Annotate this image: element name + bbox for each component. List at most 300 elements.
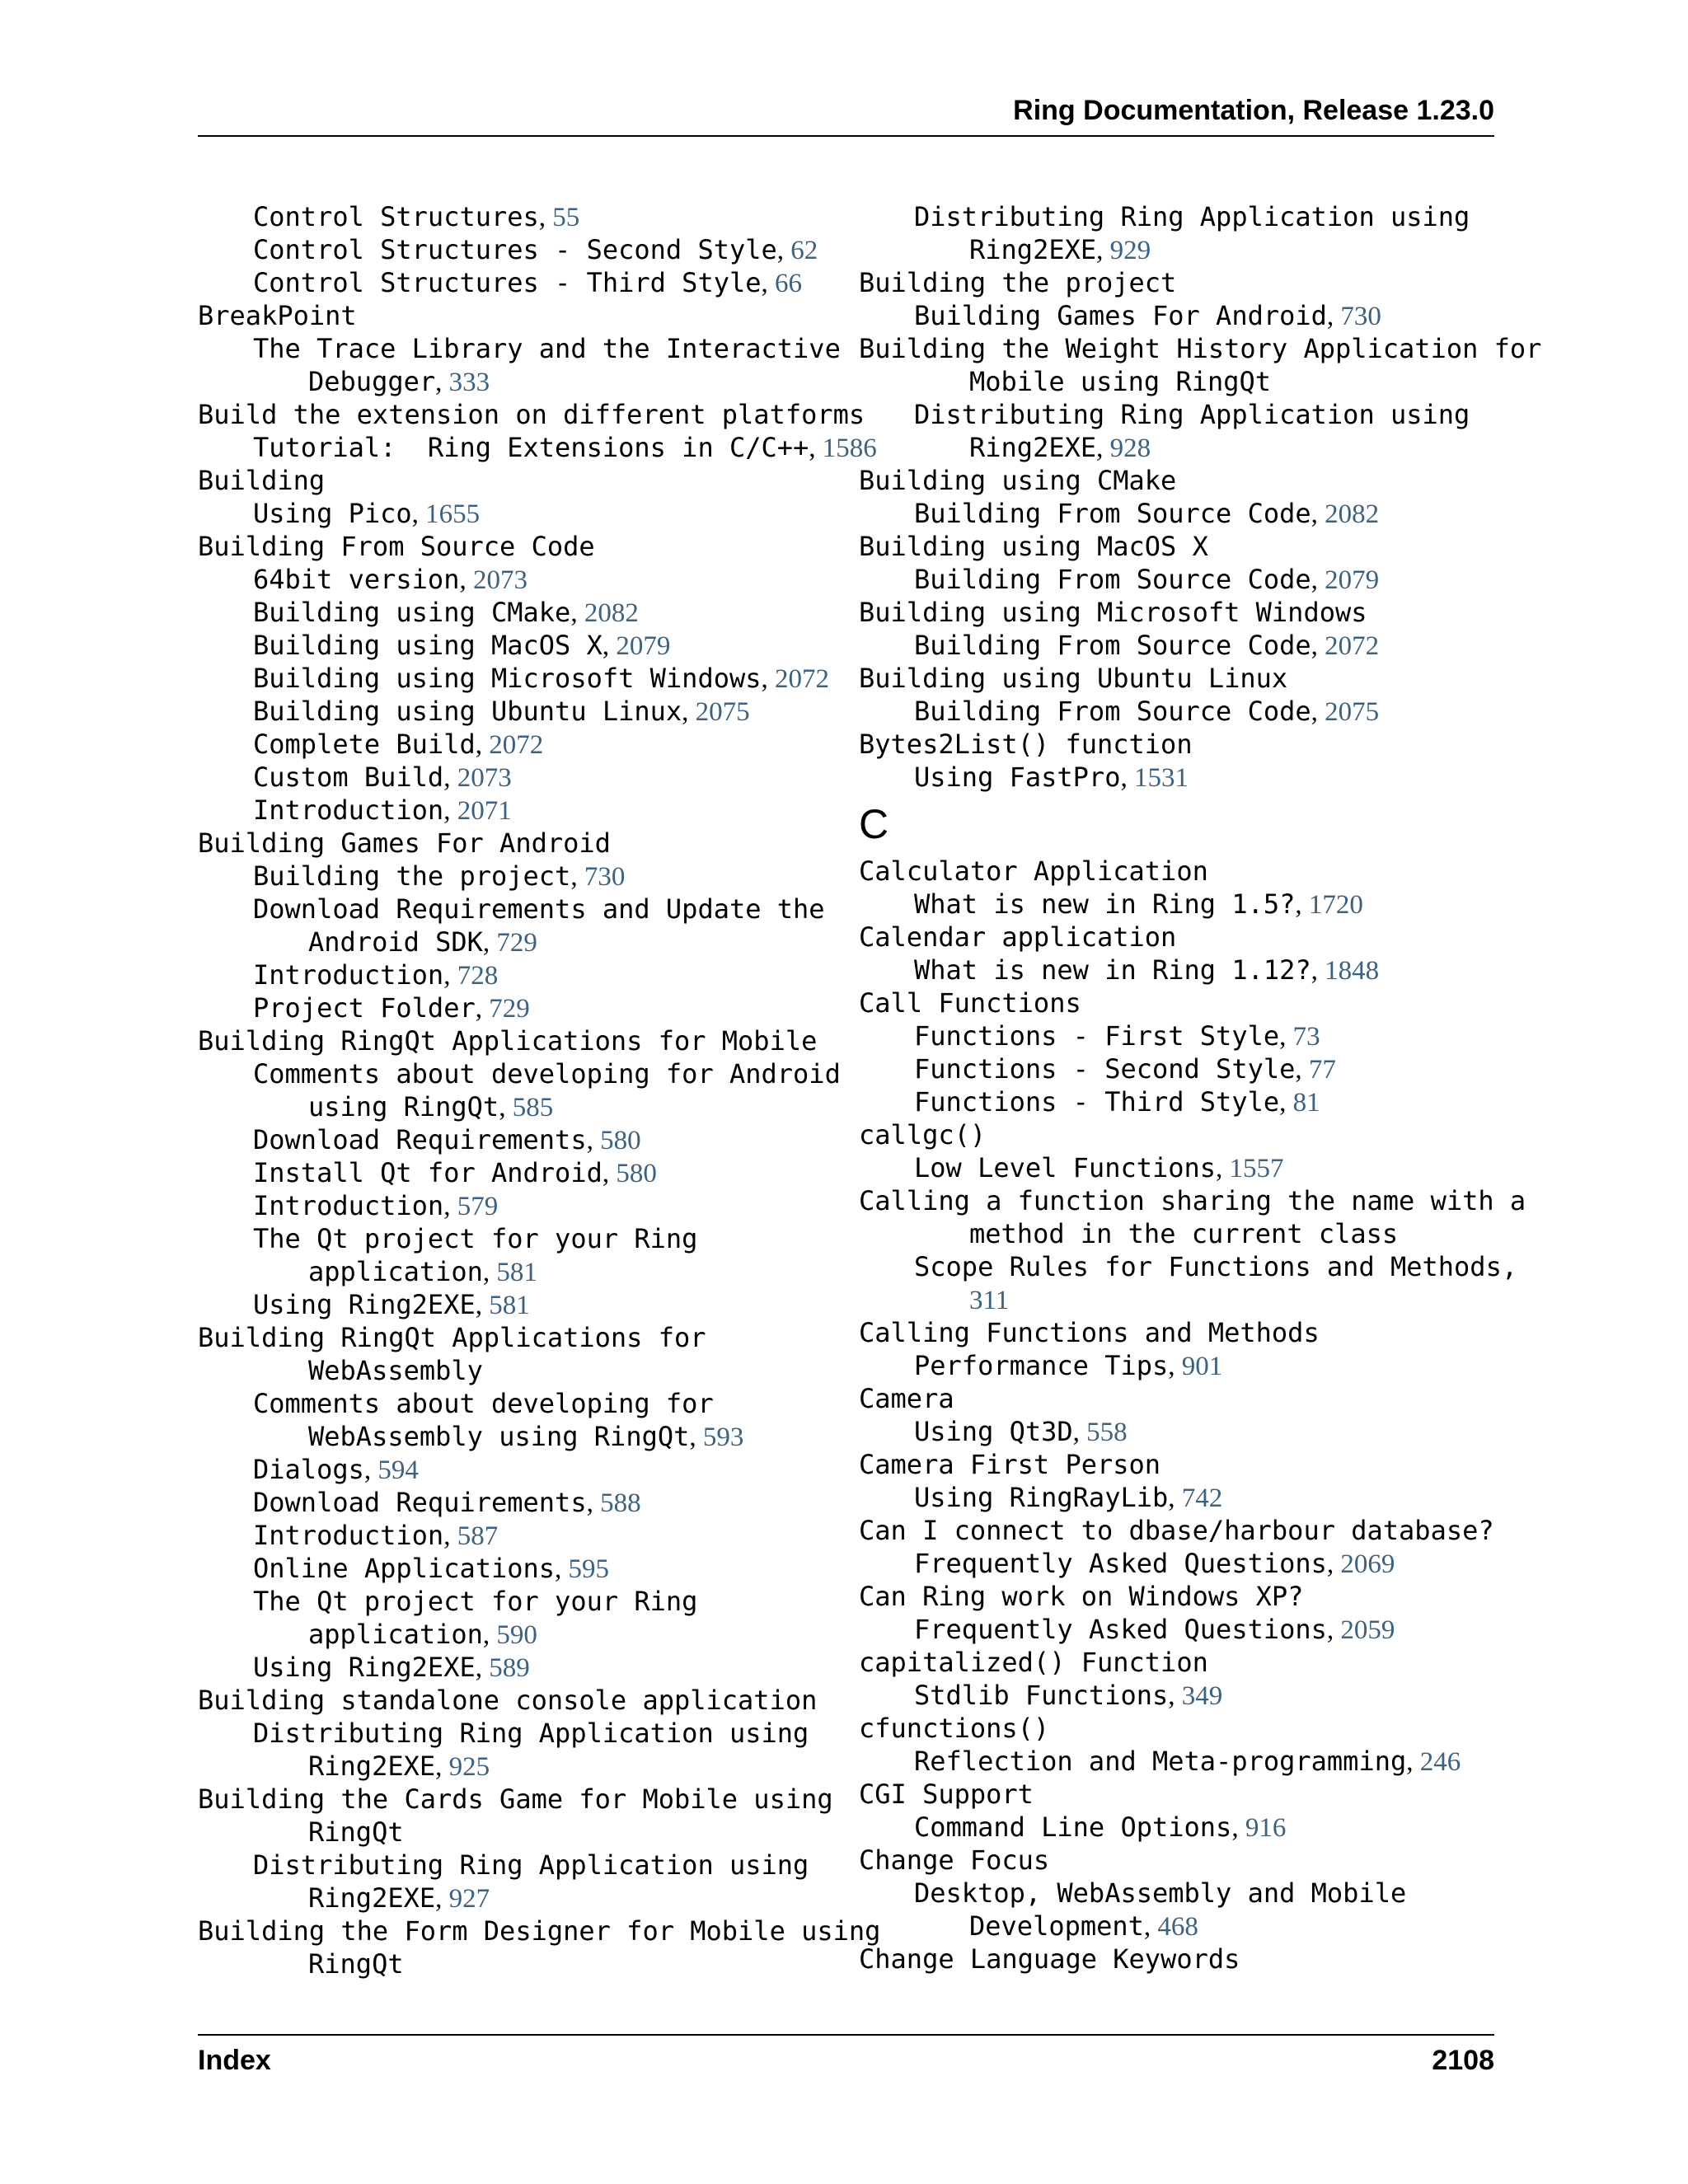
- entry-separator: ,: [1120, 763, 1134, 793]
- page-link[interactable]: 2073: [457, 763, 512, 793]
- index-subentry: [859, 233, 1502, 266]
- entry-separator: ,: [570, 862, 584, 892]
- entry-separator: ,: [475, 1291, 490, 1320]
- index-term: [198, 1321, 841, 1354]
- index-subentry: [859, 1877, 1502, 1910]
- footer-page-number: 2108: [1432, 2045, 1494, 2076]
- entry-separator: ,: [689, 1422, 703, 1452]
- index-term: [859, 855, 1502, 888]
- entry-text: Using Pico: [253, 498, 412, 529]
- index-subentry: [859, 1151, 1502, 1184]
- index-subentry: [198, 629, 841, 662]
- entry-text: RingQt: [308, 1948, 404, 1980]
- entry-text: Using Ring2EXE: [253, 1289, 476, 1320]
- index-term: [859, 987, 1502, 1019]
- page-link[interactable]: 929: [1109, 236, 1151, 265]
- index-subentry: [859, 1811, 1502, 1844]
- index-subentry: [198, 1288, 841, 1321]
- entry-text: BreakPoint: [198, 300, 357, 331]
- entry-text: CGI Support: [859, 1779, 1034, 1810]
- index-term: [859, 266, 1502, 299]
- page-link[interactable]: 55: [552, 203, 580, 232]
- entry-text: Building From Source Code: [914, 630, 1311, 661]
- index-subentry: [859, 497, 1502, 530]
- entry-text: Building using MacOS X: [859, 531, 1208, 562]
- index-subentry: [198, 728, 841, 761]
- index-subentry: [198, 431, 877, 464]
- entry-text: Stdlib Functions: [914, 1680, 1169, 1711]
- entry-separator: ,: [1143, 1912, 1158, 1942]
- entry-separator: ,: [1096, 434, 1110, 463]
- entry-text: Desktop, WebAssembly and Mobile: [914, 1877, 1407, 1909]
- page-link[interactable]: 2082: [584, 598, 639, 628]
- page-link[interactable]: 1655: [425, 499, 481, 529]
- page-link[interactable]: 2082: [1325, 499, 1380, 529]
- entry-text: Introduction: [253, 959, 444, 991]
- entry-text: Comments about developing for: [253, 1388, 714, 1419]
- entry-separator: ,: [602, 1159, 617, 1188]
- entry-separator: ,: [1311, 956, 1325, 986]
- entry-text: Control Structures: [253, 201, 539, 232]
- index-subentry: [198, 200, 841, 233]
- page-link[interactable]: 593: [702, 1422, 744, 1452]
- page-link[interactable]: 2073: [472, 565, 528, 595]
- page-link[interactable]: 928: [1109, 434, 1151, 463]
- page-link[interactable]: 1848: [1325, 956, 1380, 986]
- entry-text: application: [308, 1619, 483, 1650]
- index-subentry: [198, 662, 841, 695]
- entry-text: Frequently Asked Questions: [914, 1614, 1327, 1645]
- entry-separator: ,: [809, 434, 823, 463]
- entry-text: Download Requirements and Update the: [253, 893, 825, 925]
- index-subentry: [859, 1910, 1502, 1943]
- page-link[interactable]: 349: [1181, 1681, 1223, 1711]
- index-term: [198, 464, 841, 497]
- entry-text: Building RingQt Applications for Mobile: [198, 1025, 818, 1057]
- index-subentry: [859, 1085, 1502, 1118]
- index-subentry: [859, 563, 1502, 596]
- page-link[interactable]: 246: [1419, 1747, 1461, 1777]
- entry-text: Call Functions: [859, 987, 1081, 1019]
- index-subentry: [198, 1453, 841, 1486]
- entry-text: Performance Tips: [914, 1350, 1169, 1381]
- entry-separator: ,: [1168, 1352, 1182, 1381]
- entry-text: Download Requirements: [253, 1124, 587, 1155]
- index-subentry: [198, 893, 841, 926]
- page-link[interactable]: 2075: [1325, 697, 1380, 727]
- page-link[interactable]: 901: [1181, 1352, 1223, 1381]
- index-subentry: [198, 1651, 841, 1684]
- entry-text: Building using MacOS X: [253, 630, 603, 661]
- entry-text: Introduction: [253, 794, 444, 826]
- entry-text: Mobile using RingQt: [969, 366, 1272, 397]
- index-subentry: [198, 1750, 841, 1783]
- entry-separator: ,: [435, 1752, 449, 1782]
- entry-text: Tutorial: Ring Extensions in C/C++: [253, 432, 809, 463]
- entry-separator: ,: [555, 1554, 569, 1584]
- page-link[interactable]: 580: [616, 1159, 657, 1188]
- index-term: [859, 1580, 1502, 1613]
- entry-separator: ,: [435, 368, 449, 397]
- entry-text: WebAssembly: [308, 1355, 483, 1386]
- entry-text: Calling a function sharing the name with a: [859, 1185, 1526, 1216]
- index-term: [198, 1783, 841, 1816]
- index-term: [859, 1448, 1502, 1481]
- entry-text: Distributing Ring Application using: [914, 399, 1470, 430]
- entry-text: Development: [969, 1910, 1144, 1942]
- entry-text: Building standalone console application: [198, 1685, 818, 1716]
- entry-text: Building From Source Code: [914, 564, 1311, 595]
- page-link[interactable]: 595: [568, 1554, 610, 1584]
- entry-text: Control Structures - Second Style: [253, 234, 777, 265]
- index-subentry: [198, 860, 841, 893]
- index-subentry: [859, 1349, 1502, 1382]
- page-link[interactable]: 77: [1308, 1055, 1336, 1085]
- entry-text: Building From Source Code: [914, 498, 1311, 529]
- index-term: [859, 596, 1502, 629]
- entry-separator: ,: [586, 1126, 601, 1155]
- entry-text: Complete Build: [253, 729, 476, 760]
- entry-separator: ,: [443, 1192, 457, 1221]
- entry-separator: ,: [443, 961, 457, 991]
- page-link[interactable]: 81: [1292, 1088, 1320, 1118]
- footer-section: Index: [198, 2045, 271, 2076]
- page-link[interactable]: 333: [448, 368, 490, 397]
- entry-separator: ,: [1406, 1747, 1420, 1777]
- entry-text: Reflection and Meta-programming: [914, 1746, 1407, 1777]
- entry-text: Building the Cards Game for Mobile using: [198, 1783, 833, 1815]
- entry-separator: ,: [443, 796, 457, 826]
- entry-separator: ,: [411, 499, 426, 529]
- index-term: [198, 827, 841, 860]
- page-link[interactable]: 2072: [489, 730, 544, 760]
- entry-text: Change Language Keywords: [859, 1943, 1240, 1975]
- entry-separator: ,: [1279, 1088, 1293, 1118]
- entry-text: Install Qt for Android: [253, 1157, 603, 1188]
- entry-text: Camera First Person: [859, 1449, 1161, 1480]
- page-link[interactable]: 2071: [457, 796, 512, 826]
- document-title: Ring Documentation, Release 1.23.0: [1013, 95, 1494, 126]
- entry-text: method in the current class: [969, 1218, 1399, 1249]
- page-link[interactable]: 73: [1292, 1022, 1320, 1052]
- entry-text: cfunctions(): [859, 1713, 1050, 1744]
- entry-text: Building Games For Android: [198, 827, 611, 859]
- index-subentry: [198, 1222, 841, 1255]
- entry-text: Building: [198, 465, 326, 496]
- index-subentry: [198, 794, 841, 827]
- entry-text: Bytes2List() function: [859, 729, 1193, 760]
- index-subentry: [198, 266, 841, 299]
- index-term: [859, 1382, 1502, 1415]
- page-link[interactable]: 66: [775, 269, 802, 298]
- entry-text: Building Games For Android: [914, 300, 1327, 331]
- index-subentry: [198, 1387, 841, 1420]
- entry-text: Camera: [859, 1383, 954, 1414]
- page-link[interactable]: 1531: [1133, 763, 1189, 793]
- index-term: [859, 1514, 1502, 1547]
- entry-text: Project Folder: [253, 992, 476, 1024]
- entry-text: Scope Rules for Functions and Methods,: [914, 1251, 1518, 1282]
- page-link[interactable]: 588: [600, 1488, 641, 1518]
- entry-text: Ring2EXE: [969, 432, 1097, 463]
- entry-text: Dialogs: [253, 1454, 364, 1485]
- entry-text: Distributing Ring Application using: [253, 1849, 809, 1881]
- page-link[interactable]: 581: [496, 1258, 537, 1287]
- entry-separator: ,: [1072, 1418, 1087, 1447]
- entry-separator: ,: [482, 1620, 497, 1650]
- index-term: [198, 530, 841, 563]
- entry-text: Functions - Second Style: [914, 1053, 1296, 1085]
- index-subentry: [859, 299, 1502, 332]
- index-term: [859, 1118, 1502, 1151]
- entry-text: Build the extension on different platforms: [198, 399, 865, 430]
- page-link[interactable]: 916: [1245, 1813, 1287, 1843]
- index-term: [859, 1316, 1502, 1349]
- index-subentry: [198, 761, 841, 794]
- entry-separator: ,: [776, 236, 791, 265]
- index-subentry: [859, 1052, 1502, 1085]
- index-subentry: [859, 888, 1502, 921]
- page-link[interactable]: 585: [512, 1093, 554, 1122]
- index-subentry: [859, 200, 1502, 233]
- entry-text: Building using Ubuntu Linux: [253, 696, 682, 727]
- entry-text: Ring2EXE: [308, 1882, 436, 1914]
- entry-separator: ,: [475, 994, 490, 1024]
- index-subentry: [198, 1519, 841, 1552]
- index-term: [198, 398, 865, 431]
- index-subentry: [198, 233, 841, 266]
- index-subentry: [859, 954, 1502, 987]
- page-link[interactable]: 62: [790, 236, 818, 265]
- index-subentry: [198, 1849, 841, 1882]
- entry-text: Ring2EXE: [969, 234, 1097, 265]
- entry-separator: ,: [1326, 302, 1341, 331]
- entry-text: Low Level Functions: [914, 1152, 1217, 1183]
- index-subentry: [859, 629, 1502, 662]
- entry-text: Building using Ubuntu Linux: [859, 663, 1288, 694]
- entry-text: Introduction: [253, 1520, 444, 1551]
- entry-separator: ,: [482, 928, 497, 958]
- entry-text: Calling Functions and Methods: [859, 1317, 1320, 1348]
- index-letter-heading: C: [859, 801, 889, 847]
- page-link[interactable]: 728: [457, 961, 499, 991]
- page-link[interactable]: 468: [1157, 1912, 1198, 1942]
- index-subentry: [859, 761, 1502, 794]
- page-link[interactable]: 594: [377, 1455, 419, 1485]
- entry-separator: ,: [1311, 499, 1325, 529]
- index-term: [859, 728, 1502, 761]
- index-subentry: [859, 1613, 1502, 1646]
- index-subentry: [198, 1618, 841, 1651]
- entry-text: capitalized() Function: [859, 1647, 1208, 1678]
- entry-separator: ,: [586, 1488, 601, 1518]
- index-subentry: [198, 596, 841, 629]
- index-term: [859, 1712, 1502, 1745]
- entry-text: Can Ring work on Windows XP?: [859, 1581, 1304, 1612]
- entry-separator: ,: [538, 203, 553, 232]
- index-subentry: [198, 1947, 841, 1980]
- index-term: [859, 1646, 1502, 1679]
- entry-separator: ,: [1311, 631, 1325, 661]
- entry-text: Building using Microsoft Windows: [253, 663, 762, 694]
- entry-text: What is new in Ring 1.12?: [914, 954, 1311, 986]
- entry-separator: ,: [459, 565, 473, 595]
- entry-separator: ,: [363, 1455, 378, 1485]
- index-subentry: [859, 1679, 1502, 1712]
- entry-text: Control Structures - Third Style: [253, 267, 762, 298]
- entry-text: The Qt project for your Ring: [253, 1223, 698, 1254]
- page-link[interactable]: 729: [489, 994, 530, 1024]
- entry-text: Building the Form Designer for Mobile using: [198, 1915, 881, 1947]
- index-subentry: [859, 1481, 1502, 1514]
- page-link[interactable]: 2072: [1325, 631, 1380, 661]
- entry-separator: ,: [499, 1093, 513, 1122]
- index-subentry: [859, 1415, 1502, 1448]
- page-link[interactable]: 579: [457, 1192, 499, 1221]
- index-subentry: [859, 1283, 1502, 1316]
- entry-text: Calculator Application: [859, 855, 1208, 887]
- page-link[interactable]: 2079: [1325, 565, 1380, 595]
- entry-text: Building the Weight History Application for: [859, 333, 1542, 364]
- entry-separator: ,: [443, 763, 457, 793]
- entry-text: Building using CMake: [859, 465, 1177, 496]
- entry-text: Using Qt3D: [914, 1416, 1073, 1447]
- entry-text: Building using Microsoft Windows: [859, 597, 1367, 628]
- index-subentry: [198, 332, 841, 365]
- index-subentry: [859, 1250, 1518, 1283]
- entry-text: RingQt: [308, 1816, 404, 1848]
- entry-text: Download Requirements: [253, 1487, 587, 1518]
- index-subentry: [859, 695, 1502, 728]
- entry-text: What is new in Ring 1.5?: [914, 888, 1296, 920]
- index-column-right: [859, 200, 1542, 1975]
- index-term: [859, 662, 1502, 695]
- entry-text: Android SDK: [308, 926, 483, 958]
- index-subentry: [198, 958, 841, 991]
- index-subentry: [859, 365, 1502, 398]
- entry-separator: ,: [570, 598, 584, 628]
- index-term: [859, 1943, 1502, 1975]
- entry-separator: ,: [1326, 1549, 1341, 1579]
- entry-text: The Trace Library and the Interactive: [253, 333, 841, 364]
- entry-separator: ,: [1326, 1615, 1341, 1645]
- page-link[interactable]: 587: [457, 1521, 499, 1551]
- entry-text: Using Ring2EXE: [253, 1652, 476, 1683]
- index-term: [198, 299, 841, 332]
- entry-text: Building From Source Code: [914, 696, 1311, 727]
- entry-separator: ,: [1231, 1813, 1245, 1843]
- index-subentry: [198, 563, 841, 596]
- page-link[interactable]: 729: [496, 928, 537, 958]
- index-term: [859, 1778, 1502, 1811]
- page-link[interactable]: 2069: [1340, 1549, 1395, 1579]
- index-column-left: [198, 200, 881, 1980]
- page-link[interactable]: 558: [1086, 1418, 1128, 1447]
- entry-text: Functions - First Style: [914, 1020, 1280, 1052]
- entry-separator: ,: [1295, 1055, 1309, 1085]
- entry-text: Distributing Ring Application using: [914, 201, 1470, 232]
- entry-text: WebAssembly using RingQt: [308, 1421, 690, 1452]
- index-subentry: [198, 1156, 841, 1189]
- page-link[interactable]: 925: [448, 1752, 490, 1782]
- entry-separator: ,: [443, 1521, 457, 1551]
- page-link[interactable]: 2075: [695, 697, 750, 727]
- index-subentry: [198, 1189, 841, 1222]
- page-link[interactable]: 580: [600, 1126, 641, 1155]
- page-link[interactable]: 589: [489, 1653, 530, 1683]
- page-link[interactable]: 742: [1181, 1483, 1223, 1513]
- entry-text: 64bit version: [253, 564, 460, 595]
- page-link[interactable]: 590: [496, 1620, 537, 1650]
- index-subentry: [859, 1745, 1502, 1778]
- page-link[interactable]: 2059: [1340, 1615, 1395, 1645]
- entry-text: Functions - Third Style: [914, 1086, 1280, 1118]
- page-link[interactable]: 1720: [1308, 890, 1363, 920]
- page-link[interactable]: 311: [969, 1286, 1010, 1315]
- entry-text: Change Focus: [859, 1844, 1050, 1876]
- index-term: [859, 530, 1502, 563]
- entry-text: Introduction: [253, 1190, 444, 1221]
- page-link[interactable]: 2079: [616, 631, 671, 661]
- entry-text: Online Applications: [253, 1553, 556, 1584]
- page-link[interactable]: 730: [1340, 302, 1381, 331]
- entry-separator: ,: [1168, 1483, 1182, 1513]
- entry-separator: ,: [1311, 565, 1325, 595]
- entry-separator: ,: [602, 631, 617, 661]
- entry-text: Building the project: [859, 267, 1177, 298]
- index-subentry: [198, 1882, 841, 1915]
- index-subentry: [198, 1090, 841, 1123]
- index-subentry: [198, 926, 841, 958]
- entry-separator: ,: [1311, 697, 1325, 727]
- entry-text: Frequently Asked Questions: [914, 1548, 1327, 1579]
- entry-text: Using RingRayLib: [914, 1482, 1169, 1513]
- page-link[interactable]: 581: [489, 1291, 530, 1320]
- entry-separator: ,: [1295, 890, 1309, 920]
- index-subentry: [859, 431, 1502, 464]
- index-subentry: [198, 497, 841, 530]
- entry-separator: ,: [1168, 1681, 1182, 1711]
- index-term: [859, 1184, 1526, 1217]
- entry-separator: ,: [435, 1884, 449, 1914]
- page-link[interactable]: 1557: [1229, 1154, 1284, 1183]
- entry-text: Comments about developing for Android: [253, 1058, 841, 1090]
- entry-text: Building using CMake: [253, 597, 571, 628]
- index-subentry: [198, 365, 841, 398]
- entry-separator: ,: [475, 730, 490, 760]
- entry-text: Using FastPro: [914, 762, 1121, 793]
- entry-text: Command Line Options: [914, 1811, 1232, 1843]
- entry-separator: ,: [482, 1258, 497, 1287]
- index-term: [198, 1024, 841, 1057]
- entry-text: Building RingQt Applications for: [198, 1322, 706, 1353]
- index-term: [859, 1844, 1502, 1877]
- index-subentry: [198, 1255, 841, 1288]
- index-subentry: [859, 398, 1502, 431]
- entry-text: Ring2EXE: [308, 1750, 436, 1782]
- running-header: [198, 92, 1494, 137]
- entry-text: Calendar application: [859, 921, 1177, 953]
- entry-text: application: [308, 1256, 483, 1287]
- page-link[interactable]: 2072: [775, 664, 829, 694]
- page-link[interactable]: 1586: [822, 434, 877, 463]
- page-link[interactable]: 730: [584, 862, 626, 892]
- entry-text: using RingQt: [308, 1091, 499, 1122]
- page-link[interactable]: 927: [448, 1884, 490, 1914]
- entry-text: Distributing Ring Application using: [253, 1718, 809, 1749]
- index-subentry: [198, 1717, 841, 1750]
- footer-rule: [198, 2034, 1494, 2036]
